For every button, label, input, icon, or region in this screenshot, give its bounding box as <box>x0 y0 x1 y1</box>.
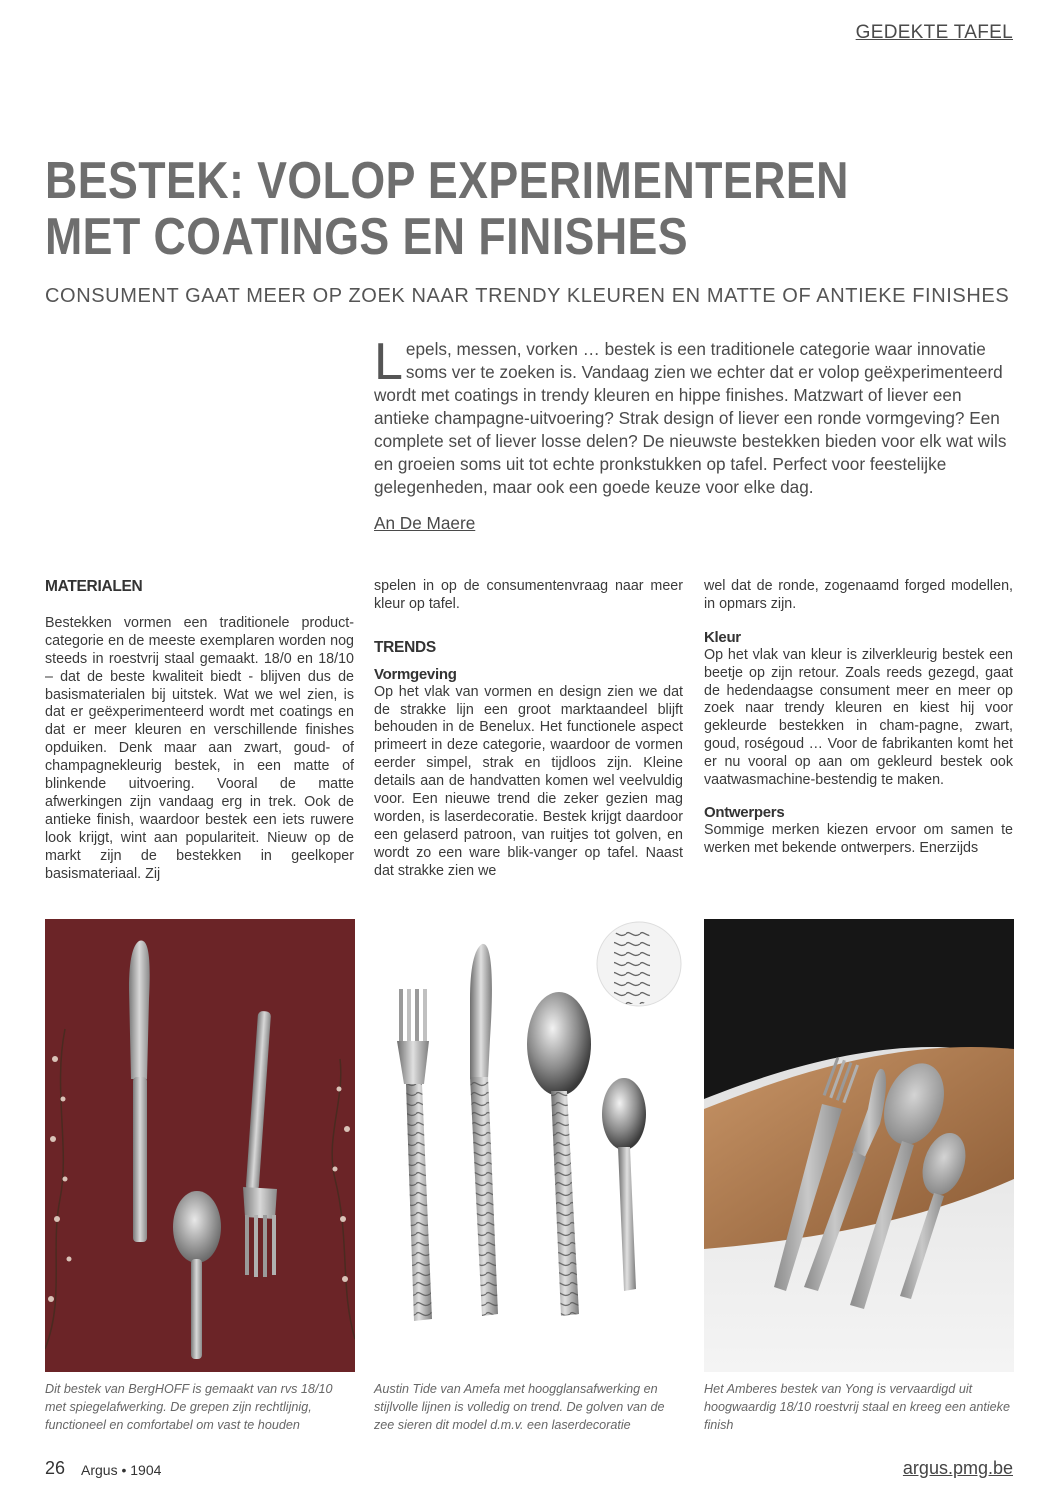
photo-berghoff-cutlery <box>45 919 355 1372</box>
drop-cap: L <box>374 333 403 391</box>
headline-line-1: BESTEK: VOLOP EXPERIMENTEREN <box>45 152 849 210</box>
knife-icon <box>129 941 150 1242</box>
caption-photo-2: Austin Tide van Amefa met hoogglansafwerking en stijlvolle lijnen is volledig on trend. De golven van de zee sieren dit model d.m.v. een laserdecoratie <box>374 1382 665 1432</box>
paragraph-vormgeving: Op het vlak van vormen en design zien we dat de strakke lijn een groot marktaandeel blijft behouden in de Benelux. Het functionele aspect primeert in deze categorie, waardoor de vormen eerder simpel, strak en tijdloos zijn. Kleine details aan de handvatten komen wel veelvuldig voor. Een nieuwe trend die zeker gezien mag worden, is laserdecoratie. Bestek krijgt daardoor een gelaserd patroon, van ruitjes tot golven, en wordt zo een ware blik-vanger op tafel. Naast dat strakke zien we <box>374 683 683 879</box>
detail-inset-icon <box>597 922 681 1006</box>
intro-paragraph <box>374 333 1014 499</box>
paragraph-materialen: Bestekken vormen een traditionele product-categorie en de meeste exemplaren worden nog steeds in roestvrij staal gemaakt. 18/0 en 18/10 – dat de beste kwaliteit biedt - blijven dus de basismaterialen bij uitstek. Wat we wel zien, is dat er geëxperimenteerd wordt met coatings en dat er meer kleuren en verschillende finishes opduiken. Denk maar aan zwart, goud- of champagnekleurig bestek, in een matte of blinkende uitvoering. Vooral de matte afwerkingen zijn vandaag erg in trek. Ook de antieke finish, waardoor bestek een iets ruwere look krijgt, wint aan populariteit. Nieuw op de markt zijn de bestekken in geelkoper basismateriaal. Zij <box>45 614 354 882</box>
photo-amefa-cutlery <box>374 919 684 1372</box>
teaspoon-icon <box>602 1078 646 1291</box>
fork-icon <box>243 1011 277 1277</box>
author-link[interactable]: An De Maere <box>374 513 476 533</box>
text-column-1 <box>45 578 354 884</box>
spoon-icon <box>173 1191 221 1359</box>
page-number: 26 <box>45 1458 66 1478</box>
fork-icon <box>397 989 432 1321</box>
paragraph-forged: wel dat de ronde, zogenaamd forged modellen, in opmars zijn. <box>704 578 1013 612</box>
headline-line-2: MET COATINGS EN FINISHES <box>45 208 689 266</box>
subheading-ontwerpers: Ontwerpers <box>704 803 785 821</box>
spoon-icon <box>527 992 591 1316</box>
knife-icon <box>470 944 498 1316</box>
heading-trends: TRENDS <box>374 638 436 656</box>
paragraph-ontwerpers: Sommige merken kiezen ervoor om samen te werken met bekende ontwerpers. Enerzijds <box>704 821 1013 856</box>
website-link[interactable]: argus.pmg.be <box>902 1458 1013 1478</box>
paragraph-kleur: Op het vlak van kleur is zilverkleurig bestek een beetje op zijn retour. Zoals reeds gezegd, gaat de hedendaagse consument meer en meer op zoek naar trendy kleuren en kiest hij voor gekleurde bestekken in cham-pagne, zwart, goud, roségoud … Voor de fabrikanten komt het er nu vooral op aan om gekleurd bestek ook vaatwasmachine-bestendig te maken. <box>704 646 1013 789</box>
text-column-2 <box>374 578 683 881</box>
magazine-issue: Argus • 1904 <box>81 1462 162 1478</box>
article-subtitle: CONSUMENT GAAT MEER OP ZOEK NAAR TRENDY KLEUREN EN MATTE OF ANTIEKE FINISHES <box>45 285 1010 307</box>
caption-photo-3: Het Amberes bestek van Yong is vervaardigd uit hoogwaardig 18/10 roestvrij staal en kreeg een antieke finish <box>704 1382 1010 1432</box>
heading-materialen: MATERIALEN <box>45 578 143 595</box>
caption-photo-1: Dit bestek van BergHOFF is gemaakt van rvs 18/10 met spiegelafwerking. De grepen zijn rechtlijnig, functioneel en comfortabel om vast te houden <box>45 1382 333 1432</box>
article-headline <box>45 153 871 265</box>
subheading-kleur: Kleur <box>704 628 741 646</box>
paragraph-continued: spelen in op de consumentenvraag naar meer kleur op tafel. <box>374 578 683 612</box>
text-column-3 <box>704 578 1013 858</box>
photo-yong-cutlery <box>704 919 1014 1372</box>
intro-text: epels, messen, vorken … bestek is een traditionele categorie waar innovatie soms ver te zoeken is. Vandaag zien we echter dat er volop geëxperimenteerd wordt met coatings in trendy kleuren en hippe finishes. Matzwart of liever een antieke champagne-uitvoering? Strak design of liever een ronde vormgeving? Een complete set of liever losse delen? De nieuwste bestekken bieden voor elk wat wils en groeien soms uit tot echte pronkstukken op tafel. Perfect voor feestelijke gelegenheden, maar ook een goede keuze voor elke dag. <box>374 339 1007 497</box>
subheading-vormgeving: Vormgeving <box>374 665 457 683</box>
section-tag[interactable]: GEDEKTE TAFEL <box>855 22 1013 43</box>
